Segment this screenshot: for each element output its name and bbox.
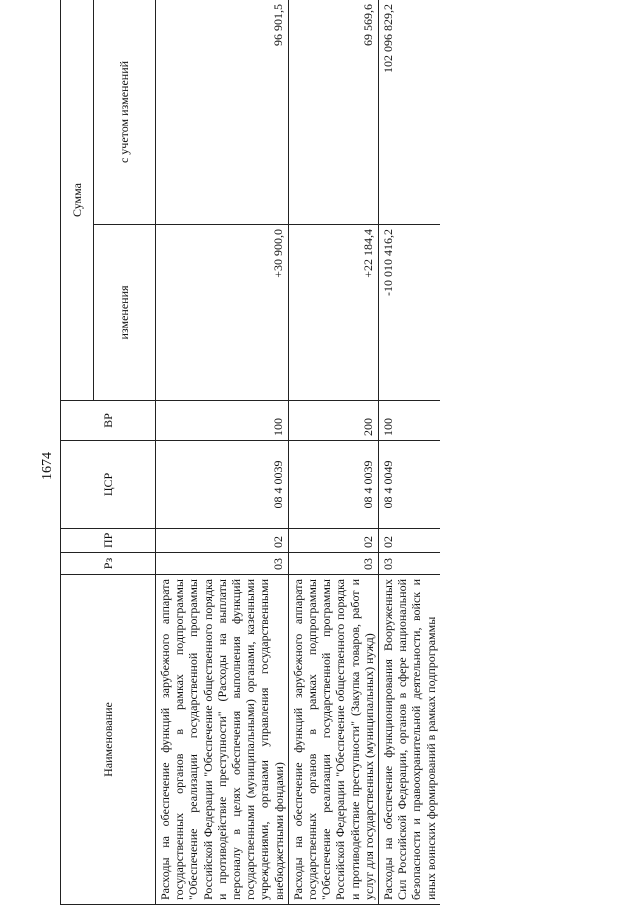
row-csr: 08 4 0039 <box>288 441 378 529</box>
header-change: изменения <box>94 225 156 401</box>
row-change: -10 010 416,2 <box>379 225 440 401</box>
row-vr: 200 <box>288 401 378 441</box>
header-with-change: с учетом изменений <box>94 0 156 225</box>
row-vr: 100 <box>379 401 440 441</box>
row-total: 96 901,5 <box>156 0 289 225</box>
row-change: +22 184,4 <box>288 225 378 401</box>
table-row <box>156 0 289 905</box>
table-row <box>379 0 440 905</box>
row-rz: 03 <box>288 553 378 575</box>
header-pr: ПР <box>61 529 156 553</box>
header-vr: ВР <box>61 401 156 441</box>
row-rz: 03 <box>156 553 289 575</box>
row-pr: 02 <box>156 529 289 553</box>
table-row <box>288 0 378 905</box>
row-pr: 02 <box>288 529 378 553</box>
row-rz: 03 <box>379 553 440 575</box>
row-name: Расходы на обеспечение функций зарубежного аппарата государственных органов в рамках подпрограммы "Обеспечение реализации государственной программы Российской Федерации "Обеспечение общественного порядка и противодействие преступности" (Закупка товаров, работ и услуг для государственных (муниципальных) нужд) <box>288 575 378 905</box>
page-number: 1674 <box>40 452 55 480</box>
row-total: 102 096 829,2 <box>379 0 440 225</box>
row-vr: 100 <box>156 401 289 441</box>
row-total: 69 569,6 <box>288 0 378 225</box>
header-csr: ЦСР <box>61 441 156 529</box>
header-sum: Сумма <box>61 0 94 401</box>
row-change: +30 900,0 <box>156 225 289 401</box>
header-name: Наименование <box>61 575 156 905</box>
row-name: Расходы на обеспечение функционирования Вооруженных Сил Российской Федерации, органов в сфере национальной безопасности и правоохранительной деятельности, войск и иных воинских формирований в рамках подпрограммы <box>379 575 440 905</box>
budget-table <box>60 0 440 905</box>
row-csr: 08 4 0039 <box>156 441 289 529</box>
row-csr: 08 4 0049 <box>379 441 440 529</box>
header-rz: Рз <box>61 553 156 575</box>
row-pr: 02 <box>379 529 440 553</box>
row-name: Расходы на обеспечение функций зарубежного аппарата государственных органов в рамках подпрограммы "Обеспечение реализации государственной программы Российской Федерации "Обеспечение общественного порядка и противодействие преступности" (Расходы на выплаты персоналу в целях обеспечения выполнения функций государственными (муниципальными) органами, казенными учреждениями, органами управления государственными внебюджетными фондами) <box>156 575 289 905</box>
